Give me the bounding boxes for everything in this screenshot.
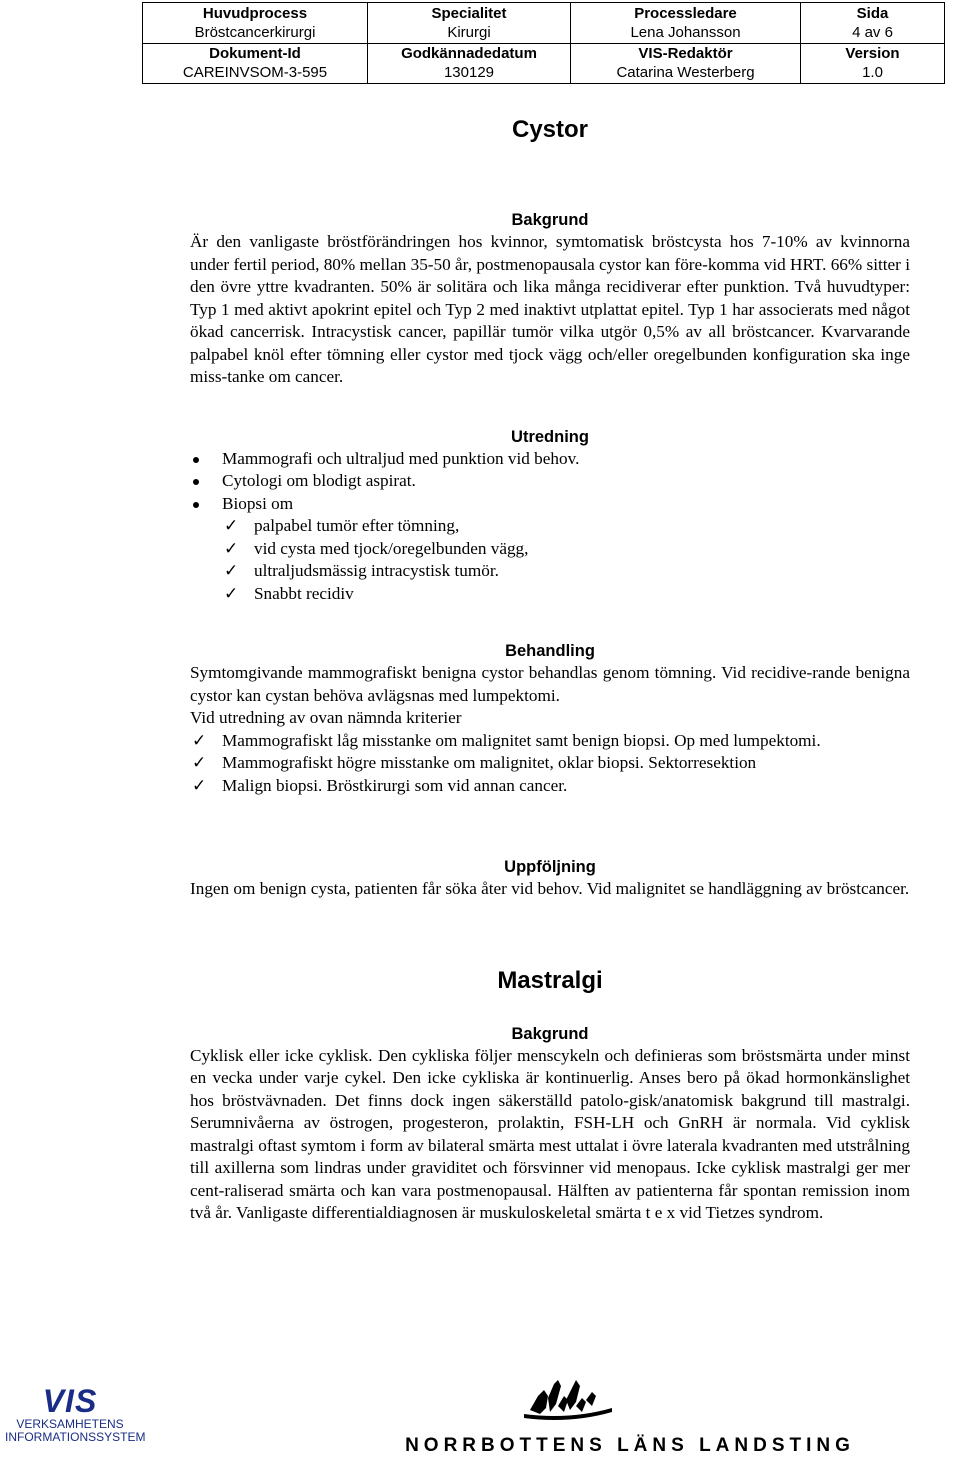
list-item: ✓ Malign biopsi. Bröstkirurgi som vid annan cancer. bbox=[190, 775, 910, 798]
header-cell-vis-redaktor: VIS-Redaktör Catarina Westerberg bbox=[571, 43, 801, 84]
check-icon: ✓ bbox=[224, 561, 239, 580]
page-footer bbox=[0, 1370, 960, 1455]
list-item: ✓ ultraljudsmässig intracystisk tumör. bbox=[190, 560, 910, 583]
heading-bakgrund: Bakgrund bbox=[511, 211, 589, 229]
list-item: Biopsi om bbox=[222, 493, 294, 513]
utredning-sublist bbox=[190, 515, 910, 605]
list-item: ✓ Snabbt recidiv bbox=[190, 583, 910, 606]
behandling-list bbox=[190, 730, 910, 798]
check-icon: ✓ bbox=[224, 583, 239, 603]
vis-logo: VIS VERKSAMHETENS INFORMATIONSSYSTEM bbox=[5, 1383, 146, 1444]
check-icon: ✓ bbox=[192, 775, 207, 795]
header-cell-huvudprocess: Huvudprocess Bröstcancerkirurgi bbox=[143, 3, 368, 44]
header-cell-sida: Sida 4 av 6 bbox=[801, 3, 945, 44]
document-body bbox=[190, 95, 910, 1225]
header-cell-dokument-id: Dokument-Id CAREINVSOM-3-595 bbox=[143, 43, 368, 84]
header-cell-specialitet: Specialitet Kirurgi bbox=[368, 3, 571, 44]
header-cell-godkannadedatum: Godkännadedatum 130129 bbox=[368, 43, 571, 84]
utredning-list bbox=[190, 448, 910, 516]
heading-utredning: Utredning bbox=[511, 427, 589, 446]
norrbottens-lans-landsting-logo: NORRBOTTENS LÄNS LANDSTING bbox=[350, 1370, 910, 1455]
check-icon: ✓ bbox=[192, 753, 207, 772]
heading-mastralgi-bakgrund: Bakgrund bbox=[511, 1024, 589, 1043]
heading-behandling: Behandling bbox=[505, 642, 595, 660]
nll-emblem-icon bbox=[350, 1370, 910, 1430]
check-icon: ✓ bbox=[192, 730, 207, 750]
paragraph-behandling: Symtomgivande mammografiskt benigna cystor behandlas genom tömning. Vid recidive-rande benigna cystor kan cystan behöva avlägsnas med lumpektomi. bbox=[190, 663, 910, 705]
list-item: ✓ palpabel tumör efter tömning, bbox=[190, 515, 910, 538]
document-header-table bbox=[142, 2, 945, 84]
list-item: Mammografi och ultraljud med punktion vid behov. bbox=[222, 448, 580, 468]
section-title-mastralgi: Mastralgi bbox=[497, 966, 603, 994]
list-item: ✓ vid cysta med tjock/oregelbunden vägg, bbox=[190, 538, 910, 561]
paragraph-mastralgi-bakgrund: Cyklisk eller icke cyklisk. Den cykliska följer menscykeln och definieras som bröstsmärta under minst en vecka under varje cykel. Den icke cykliska är kontinuerlig. Anses bero på ökad hormonkänslighet hos bröstvävnaden. Det finns dock ingen säkerställd patolo-gisk/anatomisk bakgrund till mastralgi. Serumnivåerna av östrogen, progesteron, prolaktin, FSH-LH och GnRH är normala. Vid cyklisk mastralgi oftast symtom i form av bilateral smärta mest uttalat i övre laterala kvadranten med utstrålning till axillerna som lindras under graviditet och försvinner vid menopaus. Icke cyklisk mastralgi ger mer cent-raliserad smärta och kan vara postmenopausal. Hälften av patienterna får spontan remission inom två år. Vanligaste differentialdiagnosen är muskuloskeletal smärta t e x vid Tietzes syndrom. bbox=[190, 1045, 910, 1222]
list-item: ✓ Mammografiskt låg misstanke om malignitet samt benign biopsi. Op med lumpektomi. bbox=[190, 730, 910, 753]
list-item: ✓ Mammografiskt högre misstanke om malignitet, oklar biopsi. Sektorresektion bbox=[190, 752, 910, 775]
section-title-cystor: Cystor bbox=[511, 116, 589, 143]
check-icon: ✓ bbox=[224, 516, 239, 535]
list-item: Cytologi om blodigt aspirat. bbox=[222, 471, 416, 490]
check-icon: ✓ bbox=[224, 538, 239, 558]
paragraph-behandling-intro: Vid utredning av ovan nämnda kriterier bbox=[190, 708, 462, 727]
heading-uppfoljning: Uppföljning bbox=[504, 858, 596, 876]
paragraph-bakgrund: Är den vanligaste bröstförändringen hos kvinnor, symtomatisk bröstcysta hos 7-10% av kvinnorna under fertil period, 80% mellan 35-50 år, postmenopausala cystor kan före-komma vid HRT. 66% sitter i den övre yttre kvadranten. 50% är solitära och lika många recidiverar efter punktion. Två huvudtyper: Typ 1 med aktivt apokrint epitel och Typ 2 med inaktivt utplattat epitel. Typ 1 har associerats med något ökad cancerrisk. Intracystisk cancer, papillär tumör vilka utgör 0,5% av all bröstcancer. Kvarvarande palpabel knöl efter tömning eller cystor med tjock vägg och/eller oregelbunden konfiguration ska inge miss-tanke om cancer. bbox=[190, 232, 910, 386]
header-cell-processledare: Processledare Lena Johansson bbox=[571, 3, 801, 44]
header-cell-version: Version 1.0 bbox=[801, 43, 945, 84]
paragraph-uppfoljning: Ingen om benign cysta, patienten får söka åter vid behov. Vid malignitet se handläggning av bröstcancer. bbox=[190, 879, 910, 898]
